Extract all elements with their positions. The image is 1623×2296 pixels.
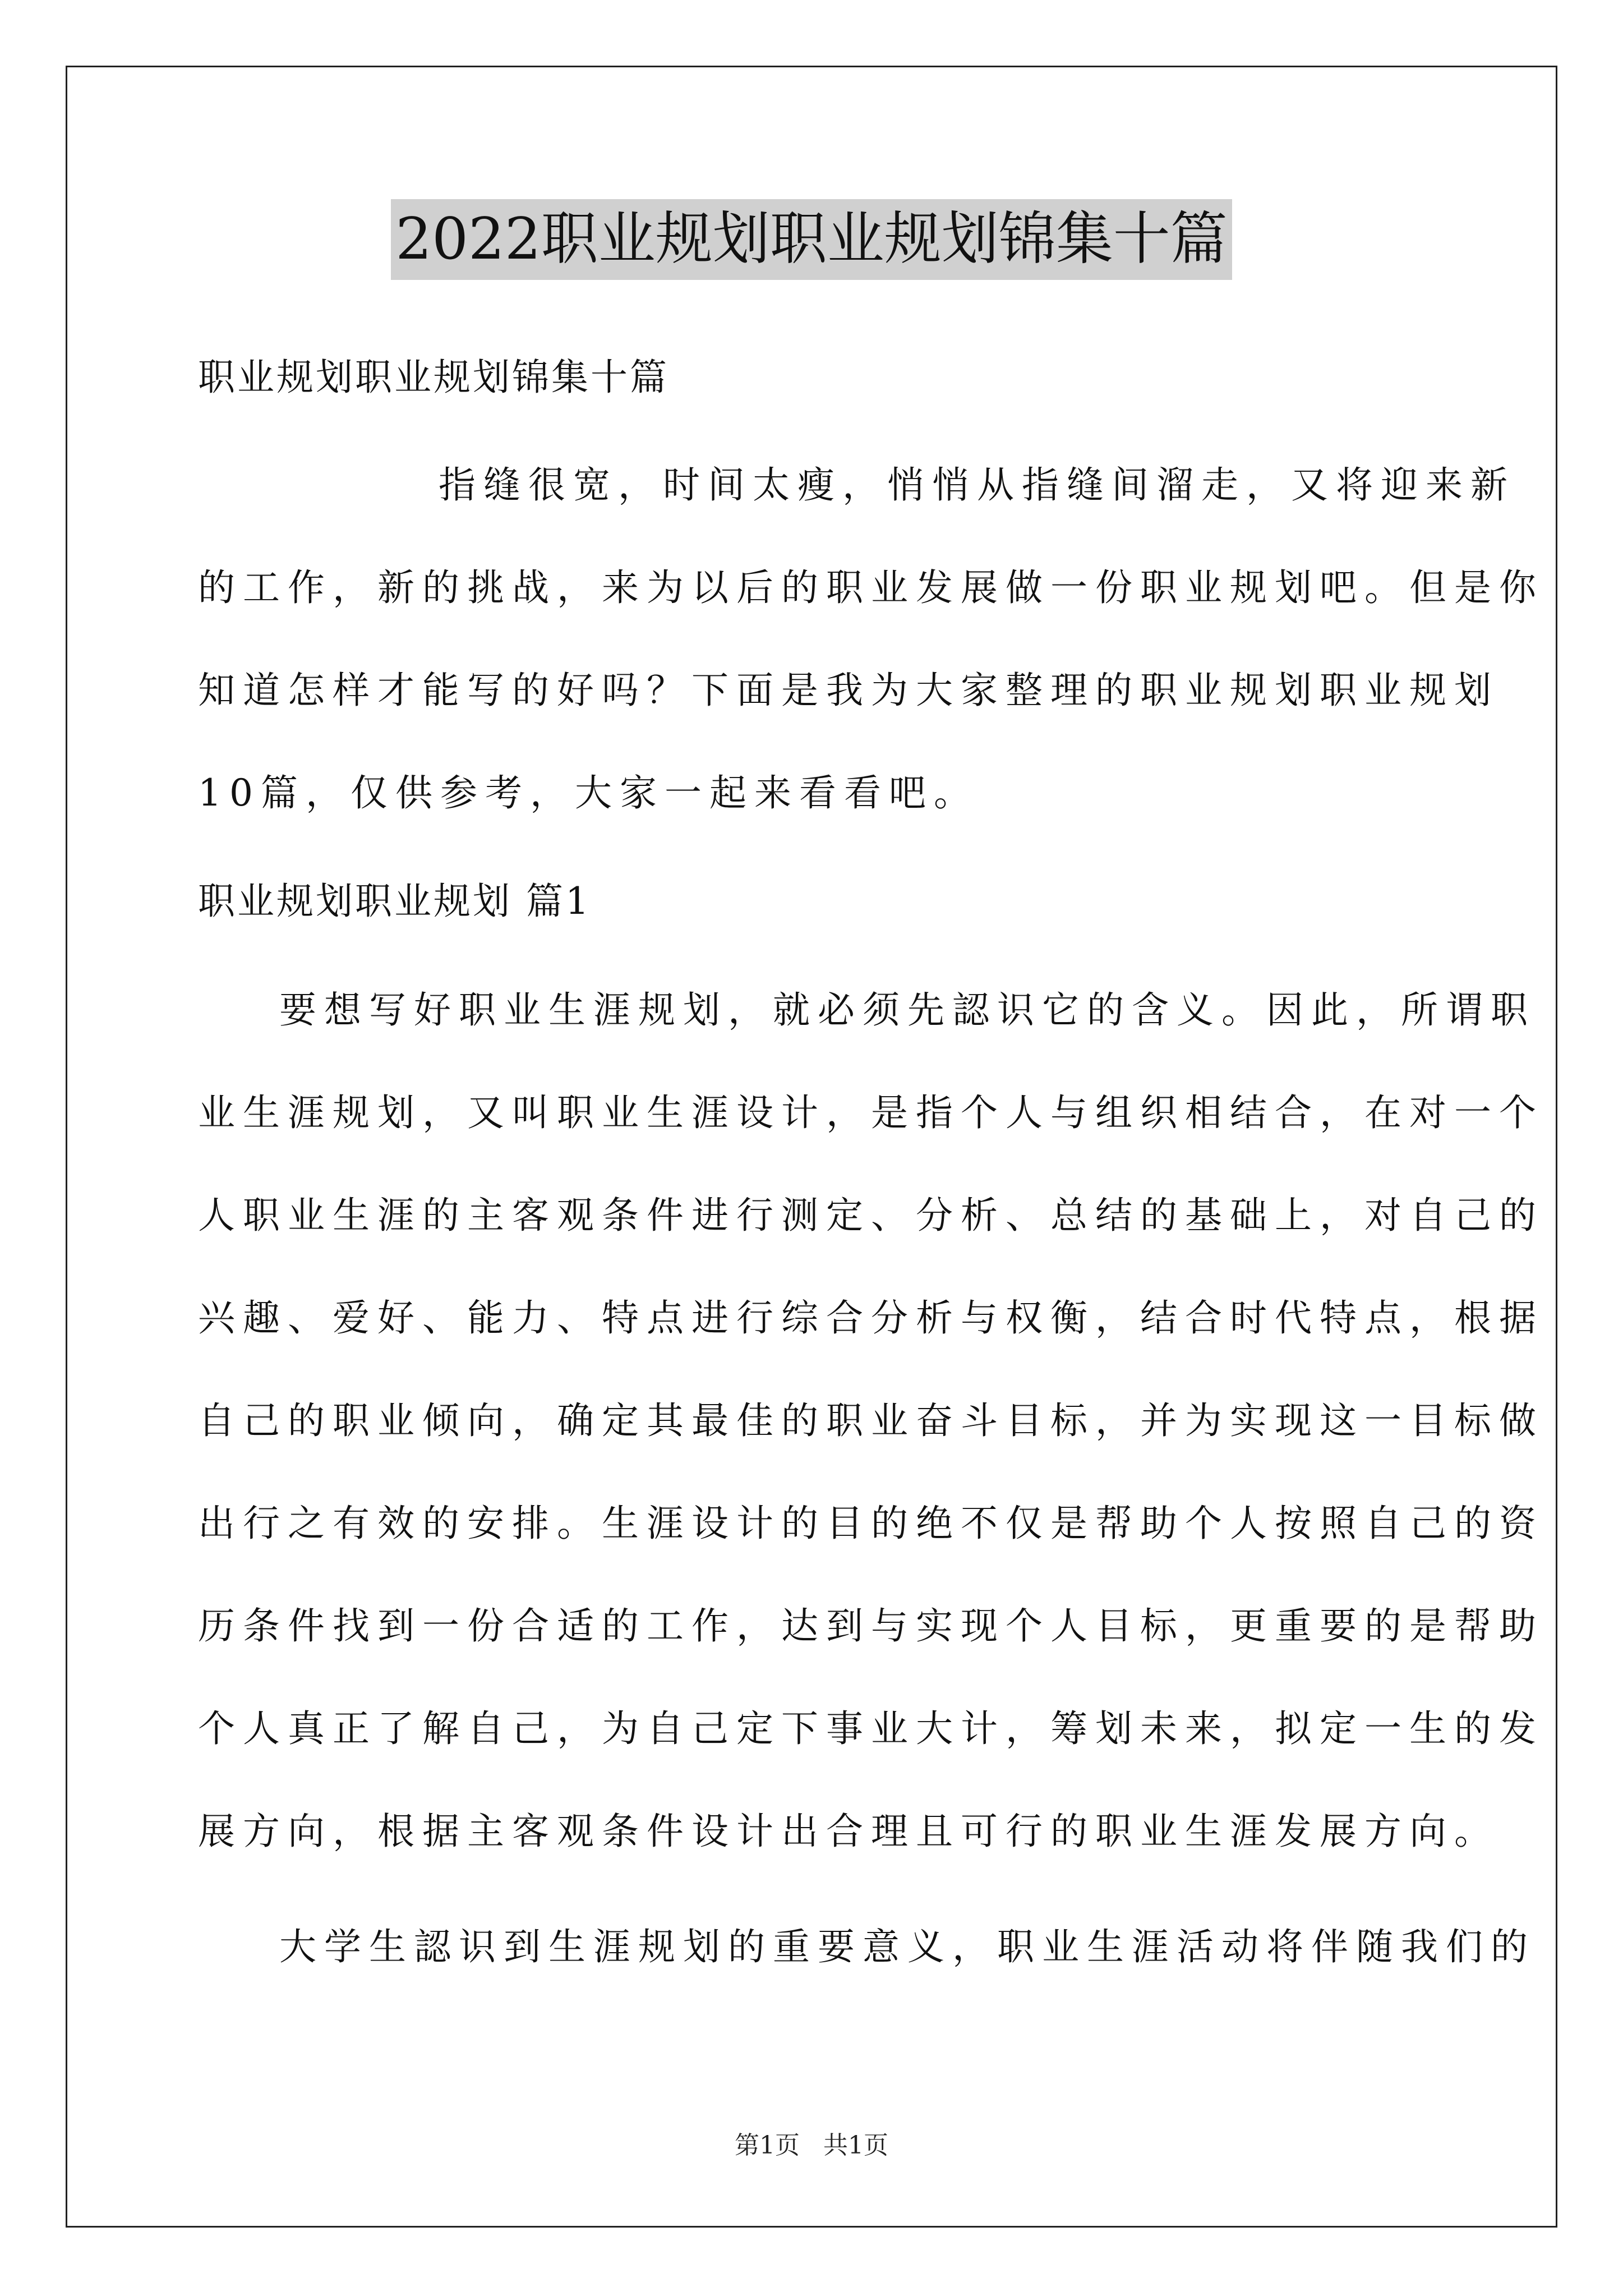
body-line: 兴趣、爱好、能力、特点进行综合分析与权衡，结合时代特点，根据 <box>198 1296 1544 1340</box>
body-line: 出行之有效的安排。生涯设计的目的绝不仅是帮助个人按照自己的资 <box>198 1502 1544 1545</box>
body-line: 要想写好职业生涯规划，就必须先認识它的含义。因此，所谓职 <box>279 988 1536 1032</box>
section-heading: 职业规划职业规划 篇1 <box>198 880 591 923</box>
body-line: 历条件找到一份合适的工作，达到与实现个人目标，更重要的是帮助 <box>198 1604 1544 1648</box>
page-number: 第1页 共1页 <box>735 2131 888 2160</box>
intro-line: 的工作，新的挑战，来为以后的职业发展做一份职业规划吧。但是你 <box>198 566 1544 609</box>
body-line: 人职业生涯的主客观条件进行测定、分析、总结的基础上，对自己的 <box>198 1194 1544 1237</box>
page-footer <box>0 2129 1623 2162</box>
title-container <box>0 199 1623 280</box>
body-line: 大学生認识到生涯规划的重要意义，职业生涯活动将伴随我们的 <box>279 1925 1536 1968</box>
body-line: 业生涯规划，又叫职业生涯设计，是指个人与组织相结合，在对一个 <box>198 1091 1544 1134</box>
body-line: 个人真正了解自己，为自己定下事业大计，筹划未来，拟定一生的发 <box>198 1707 1544 1750</box>
intro-line: 10篇，仅供参考，大家一起来看看吧。 <box>198 771 979 815</box>
document-subtitle: 职业规划职业规划锦集十篇 <box>198 356 669 399</box>
document-title: 2022职业规划职业规划锦集十篇 <box>391 199 1232 280</box>
body-line: 自己的职业倾向，确定其最佳的职业奋斗目标，并为实现这一目标做 <box>198 1399 1544 1442</box>
intro-line: 知道怎样才能写的好吗？下面是我为大家整理的职业规划职业规划 <box>198 669 1499 712</box>
body-line: 展方向，根据主客观条件设计出合理且可行的职业生涯发展方向。 <box>198 1810 1499 1853</box>
intro-line: 指缝很宽，时间太瘦，悄悄从指缝间溜走，又将迎来新 <box>439 463 1515 507</box>
